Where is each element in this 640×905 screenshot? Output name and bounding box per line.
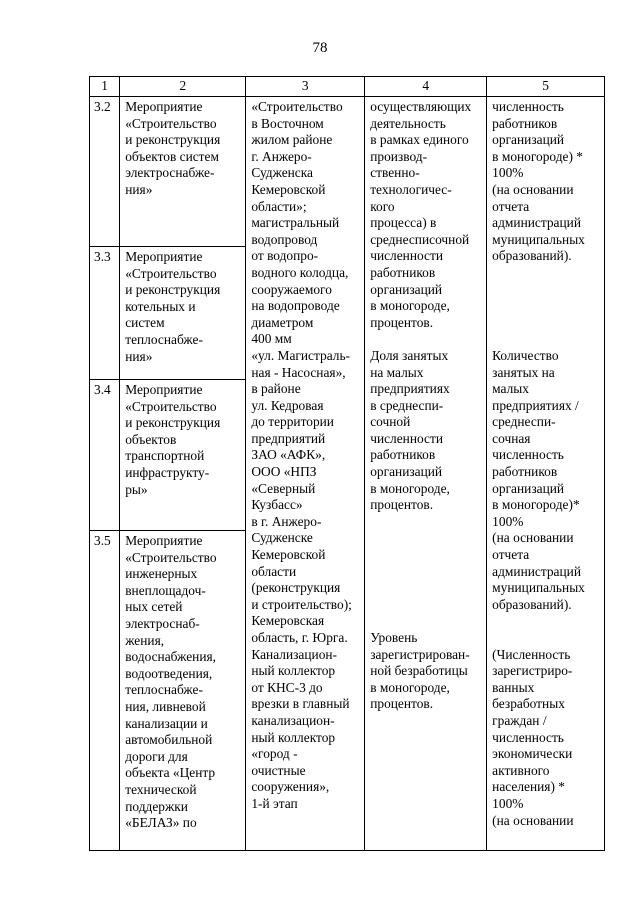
row-number: 3.3 bbox=[90, 247, 120, 380]
row-number: 3.5 bbox=[90, 531, 120, 851]
header-cell-2: 2 bbox=[120, 77, 246, 97]
header-cell-3: 3 bbox=[246, 77, 365, 97]
page-number: 78 bbox=[312, 40, 328, 56]
header-cell-1: 1 bbox=[90, 77, 120, 97]
row-number: 3.2 bbox=[90, 97, 120, 247]
header-cell-4: 4 bbox=[365, 77, 487, 97]
table-header-row bbox=[90, 77, 605, 97]
indicators-cell: осуществляющих деятельность в рамках единого производ- ственно- технологичес- кого процесса) в среднесписочной численности работников организаций в моногороде, процентов. Доля занятых на малых предприятиях в среднеспи- сочной численности работников организаций в моногороде, процентов. Уровень зарегистрирован- ной безработицы в моногороде, процентов. bbox=[365, 97, 487, 851]
document-table bbox=[89, 76, 605, 851]
event-cell: Мероприятие «Строительство и реконструкция объектов транспортной инфраструкту- ры» bbox=[120, 380, 246, 531]
formulas-cell: численность работников организаций в моногороде) * 100% (на основании отчета администраций муниципальных образований). Количество занятых на малых предприятиях / среднеспи- сочная численность работников организаций в моногороде)* 100% (на основании отчета администраций муниципальных образований). (Численность зарегистриро- ванных безработных граждан / численность экономически активного населения) * 100% (на основании bbox=[487, 97, 605, 851]
row-number: 3.4 bbox=[90, 380, 120, 531]
header-cell-5: 5 bbox=[487, 77, 605, 97]
table-row bbox=[90, 97, 605, 247]
objects-cell: «Строительство в Восточном жилом районе г. Анжеро- Судженска Кемеровской области»; магистральный водопровод от водопро- водного колодца, сооружаемого на водопроводе диаметром 400 мм «ул. Магистраль- ная - Насосная», в районе ул. Кедровая до территории предприятий ЗАО «АФК», ООО «НПЗ «Северный Кузбасс» в г. Анжеро- Судженске Кемеровской области (реконструкция и строительство); Кемеровская область, г. Юрга. Канализацион- ный коллектор от КНС-3 до врезки в главный канализацион- ный коллектор «город - очистные сооружения», 1-й этап bbox=[246, 97, 365, 851]
event-cell: Мероприятие «Строительство инженерных внеплощадоч- ных сетей электроснаб- жения, водоснабжения, водоотведения, теплоснабже- ния, ливневой канализации и автомобильной дороги для объекта «Центр технической поддержки «БЕЛАЗ» по bbox=[120, 531, 246, 851]
event-cell: Мероприятие «Строительство и реконструкция объектов систем электроснабже- ния» bbox=[120, 97, 246, 247]
event-cell: Мероприятие «Строительство и реконструкция котельных и систем теплоснабже- ния» bbox=[120, 247, 246, 380]
